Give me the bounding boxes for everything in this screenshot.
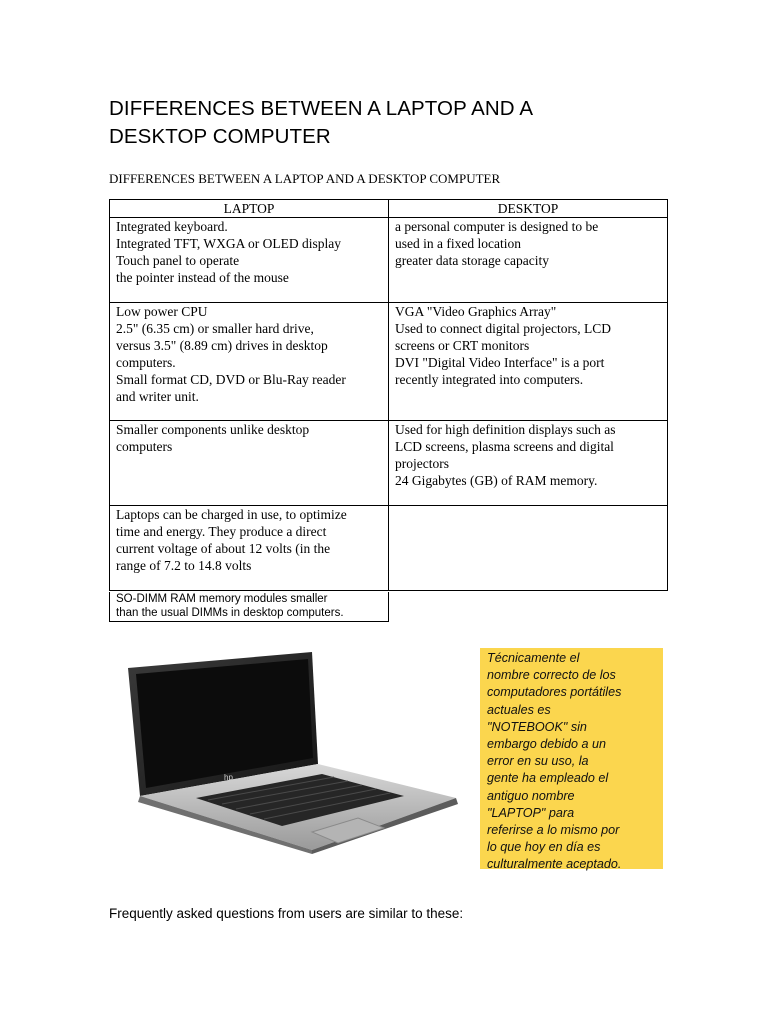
cell-line: 2.5" (6.35 cm) or smaller hard drive, bbox=[116, 321, 314, 336]
cell-line: recently integrated into computers. bbox=[395, 372, 584, 387]
cell-line: Laptops can be charged in use, to optimize bbox=[116, 507, 347, 522]
cell-line: time and energy. They produce a direct bbox=[116, 524, 327, 539]
cell-line: and writer unit. bbox=[116, 389, 199, 404]
note-line: computadores portátiles bbox=[487, 685, 622, 700]
note-line: Técnicamente el bbox=[487, 651, 580, 665]
cell-line: greater data storage capacity bbox=[395, 253, 550, 268]
cell-line: screens or CRT monitors bbox=[395, 338, 530, 353]
laptop-extra-cell bbox=[109, 592, 389, 622]
note-line: antiguo nombre bbox=[487, 788, 575, 803]
cell-line: Integrated keyboard. bbox=[116, 219, 228, 234]
desktop-cell bbox=[389, 218, 668, 303]
cell-line: current voltage of about 12 volts (in the bbox=[116, 541, 331, 556]
faq-intro-text: Frequently asked questions from users are similar to these: bbox=[109, 906, 464, 921]
note-line: "LAPTOP" para bbox=[487, 805, 575, 820]
laptop-illustration bbox=[122, 646, 460, 854]
laptop-cell bbox=[110, 218, 389, 303]
cell-line: versus 3.5" (8.89 cm) drives in desktop bbox=[116, 338, 328, 353]
cell-line: SO-DIMM RAM memory modules smaller bbox=[116, 593, 328, 605]
laptop-icon bbox=[122, 646, 460, 854]
cell-line: a personal computer is designed to be bbox=[395, 219, 599, 234]
document-subtitle: DIFFERENCES BETWEEN A LAPTOP AND A DESKTOP COMPUTER bbox=[109, 171, 501, 186]
cell-line: the pointer instead of the mouse bbox=[116, 270, 289, 285]
note-line: referirse a lo mismo por bbox=[487, 823, 620, 838]
cell-line: Used to connect digital projectors, LCD bbox=[395, 321, 611, 336]
table-header-row bbox=[110, 200, 668, 218]
note-box bbox=[480, 648, 663, 872]
note-line: lo que hoy en día es bbox=[487, 840, 601, 855]
table-row bbox=[110, 421, 668, 506]
note-line: culturalmente aceptado. bbox=[487, 857, 622, 872]
laptop-cell bbox=[110, 421, 389, 506]
table-row bbox=[110, 218, 668, 303]
note-line: embargo debido a un bbox=[487, 737, 607, 752]
cell-line: projectors bbox=[395, 456, 449, 471]
cell-line: 24 Gigabytes (GB) of RAM memory. bbox=[395, 473, 598, 488]
cell-line: DVI "Digital Video Interface" is a port bbox=[395, 355, 605, 370]
cell-line: Small format CD, DVD or Blu-Ray reader bbox=[116, 372, 346, 387]
document-title bbox=[109, 95, 629, 151]
laptop-cell bbox=[110, 506, 389, 591]
table-row bbox=[110, 303, 668, 421]
desktop-cell-empty bbox=[389, 506, 668, 591]
note-line: nombre correcto de los bbox=[487, 668, 616, 683]
cell-line: used in a fixed location bbox=[395, 236, 521, 251]
title-line-1: DIFFERENCES BETWEEN A LAPTOP AND A bbox=[109, 97, 534, 120]
cell-line: computers bbox=[116, 439, 173, 454]
cell-line: Smaller components unlike desktop bbox=[116, 422, 310, 437]
desktop-cell bbox=[389, 421, 668, 506]
cell-line: VGA "Video Graphics Array" bbox=[395, 304, 557, 319]
cell-line: Integrated TFT, WXGA or OLED display bbox=[116, 236, 341, 251]
header-desktop: DESKTOP bbox=[389, 200, 668, 218]
header-laptop: LAPTOP bbox=[110, 200, 389, 218]
note-line: actuales es bbox=[487, 702, 551, 717]
cell-line: range of 7.2 to 14.8 volts bbox=[116, 558, 252, 573]
desktop-cell bbox=[389, 303, 668, 421]
table-row bbox=[110, 506, 668, 591]
comparison-table bbox=[109, 199, 668, 591]
cell-line: Touch panel to operate bbox=[116, 253, 240, 268]
cell-line: Low power CPU bbox=[116, 304, 208, 319]
laptop-cell bbox=[110, 303, 389, 421]
note-line: error en su uso, la bbox=[487, 754, 589, 769]
cell-line: LCD screens, plasma screens and digital bbox=[395, 439, 614, 454]
cell-line: computers. bbox=[116, 355, 176, 370]
note-line: "NOTEBOOK" sin bbox=[487, 719, 587, 734]
cell-line: Used for high definition displays such as bbox=[395, 422, 616, 437]
note-line: gente ha empleado el bbox=[487, 771, 609, 786]
title-line-2: DESKTOP COMPUTER bbox=[109, 125, 331, 148]
cell-line: than the usual DIMMs in desktop computers. bbox=[116, 607, 344, 619]
brand-logo: hp bbox=[224, 773, 233, 782]
